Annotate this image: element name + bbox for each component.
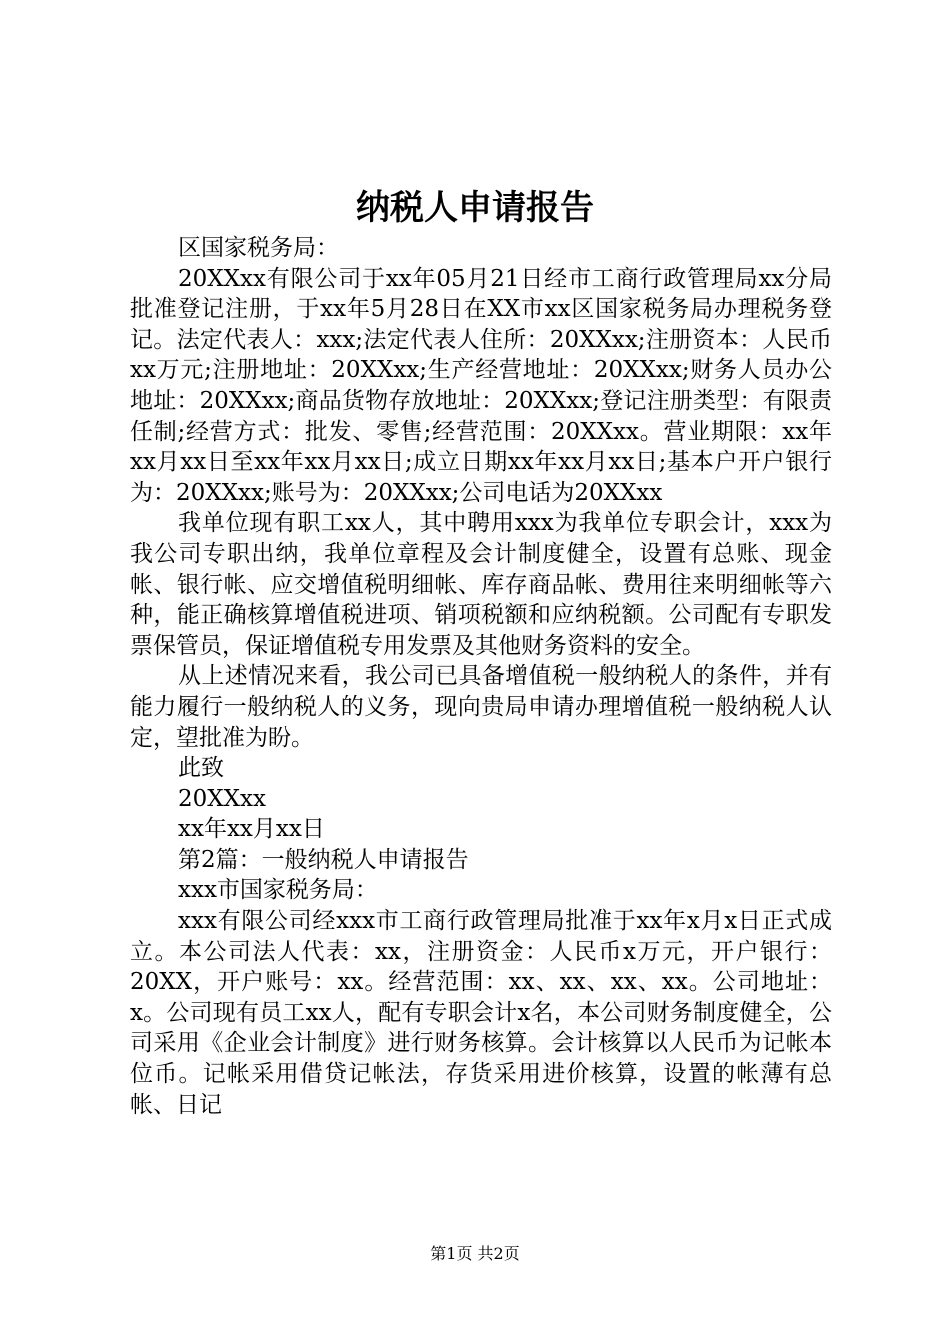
document-body [130,233,832,1120]
signature-company: 20XXxx [178,785,266,812]
paragraph-company-info: 20XXxx有限公司于xx年05月21日经市工商行政管理局xx分局批准登记注册，于xx年5月28日在XX市xx区国家税务局办理税务登记。法定代表人：xxx;法定代表人住所：20XXxx;注册资本：人民币xx万元;注册地址：20XXxx;生产经营地址：20XXxx;财务人员办公地址：20XXxx;商品货物存放地址：20XXxx;登记注册类型：有限责任制;经营方式：批发、零售;经营范围：20XXxx。营业期限：xx年xx月xx日至xx年xx月xx日;成立日期xx年xx月xx日;基本户开户银行为：20XXxx;账号为：20XXxx;公司电话为20XXxx [130,265,832,506]
section-heading-2: 第2篇：一般纳税人申请报告 [178,846,469,873]
page-number: 第1页 共2页 [430,1244,520,1263]
paragraph-company-info-2: xxx有限公司经xxx市工商行政管理局批准于xx年x月x日正式成立。本公司法人代表：xx，注册资金：人民币x万元，开户银行：20XX，开户账号：xx。经营范围：xx、xx、xx、xx。公司地址：x。公司现有员工xx人，配有专职会计x名，本公司财务制度健全，公司采用《企业会计制度》进行财务核算。会计核算以人民币为记帐本位币。记帐采用借贷记帐法，存货采用进价核算，设置的帐薄有总帐、日记 [130,908,832,1118]
paragraph-request: 从上述情况来看，我公司已具备增值税一般纳税人的条件，并有能力履行一般纳税人的义务，现向贵局申请办理增值税一般纳税人认定，望批准为盼。 [130,663,832,751]
signature-date: xx年xx月xx日 [178,816,325,843]
salutation-2: xxx市国家税务局： [178,877,378,904]
paragraph-staff-info: 我单位现有职工xx人，其中聘用xxx为我单位专职会计，xxx为我公司专职出纳，我单位章程及会计制度健全，设置有总账、现金帐、银行帐、应交增值税明细帐、库存商品帐、费用往来明细帐等六种，能正确核算增值税进项、销项税额和应纳税额。公司配有专职发票保管员，保证增值税专用发票及其他财务资料的安全。 [130,510,832,659]
closing-greeting: 此致 [178,755,224,782]
salutation: 区国家税务局： [178,235,339,261]
document-title: 纳税人申请报告 [356,188,594,228]
